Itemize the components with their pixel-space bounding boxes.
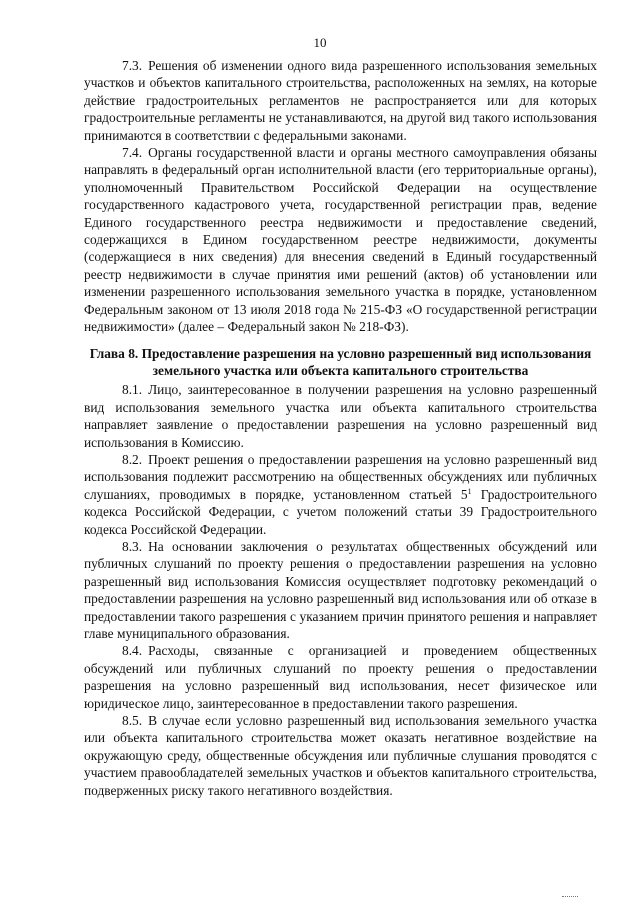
paragraph-text: В случае если условно разрешенный вид использования земельного участка или объекта капитального строительства может оказать негативное воздействие на окружающую среду, общественные обсуждения или публичные слушания проводятся с участием правообладателей земельных участков и объектов капитального строительства, подверженных риску такого негативного воздействия. xyxy=(84,713,597,798)
paragraph-number: 8.1. xyxy=(122,382,143,398)
paragraph-8-4 xyxy=(84,642,597,712)
paragraph-text: Органы государственной власти и органы местного самоуправления обязаны направлять в федеральный орган исполнительной власти (его территориальные органы), уполномоченный Правительством Российской Федерации на осуществление государственного кадастрового учета, государственной регистрации прав, ведение Единого государственного реестра недвижимости и предоставление сведений, содержащихся в Едином государственном реестре недвижимости, документы (содержащиеся в них сведения) для внесения сведений в Единый государственный реестр недвижимости в случае принятия ими решений (актов) об установлении или изменении разрешенного использования земельного участка в порядке, установленном Федеральным законом от 13 июля 2018 года № 215-ФЗ «О государственной регистрации недвижимости» (далее – Федеральный закон № 218-ФЗ). xyxy=(84,145,597,335)
paragraph-8-1 xyxy=(84,381,597,451)
paragraph-number: 8.5. xyxy=(122,713,143,729)
paragraph-text: Решения об изменении одного вида разрешенного использования земельных участков и объектов капитального строительства, расположенных на землях, на которые действие градостроительных регламентов не распространяется или для которых градостроительные регламенты не устанавливаются, на другой вид такого использования принимаются в соответствии с федеральными законами. xyxy=(84,58,597,143)
chapter-heading: Глава 8. Предоставление разрешения на условно разрешенный вид использования земельного участка или объекта капитального строительства xyxy=(89,345,592,378)
paragraph-text-continued: Градостроительного кодекса Российской Федерации, с учетом положений статьи 39 Градостроительного кодекса Российской Федерации. xyxy=(84,486,597,537)
paragraph-text: Проект решения о предоставлении разрешения на условно разрешенный вид использования подлежит рассмотрению на общественных обсуждениях или публичных слушаниях, проводимых в порядке, установленном статьей 5 xyxy=(84,451,597,502)
paragraph-number: 8.2. xyxy=(122,451,143,467)
article-superscript: 1 xyxy=(467,486,472,496)
paragraph-7-4 xyxy=(84,144,597,335)
paragraph-number: 7.4. xyxy=(122,145,143,161)
paragraph-number: 8.3. xyxy=(122,538,143,554)
paragraph-text: Расходы, связанные с организацией и проведением общественных обсуждений или публичных слушаний по проекту решения о предоставлении разрешения на условно разрешенный вид использования, несет физическое или юридическое лицо, заинтересованное в предоставлении такого разрешения. xyxy=(84,643,597,711)
paragraph-number: 7.3. xyxy=(122,58,143,73)
page-number: 10 xyxy=(313,35,327,50)
paragraph-8-2 xyxy=(84,451,597,538)
paragraph-number: 8.4. xyxy=(122,643,143,659)
document-body xyxy=(84,57,597,799)
paragraph-8-3 xyxy=(84,538,597,642)
scan-artifact xyxy=(562,896,578,899)
paragraph-7-3 xyxy=(84,57,597,144)
paragraph-text: На основании заключения о результатах общественных обсуждений или публичных слушаний по проекту решения о предоставлении разрешения на условно разрешенный вид использования Комиссия осуществляет подготовку рекомендаций о предоставлении разрешения на условно разрешенный вид использования или об отказе в предоставлении такого разрешения с указанием причин принятого решения и направляет главе муниципального образования. xyxy=(84,538,597,641)
paragraph-text: Лицо, заинтересованное в получении разрешения на условно разрешенный вид использования земельного участка или объекта капитального строительства направляет заявление о предоставлении разрешения на условно разрешенный вид использования в Комиссию. xyxy=(84,382,597,450)
paragraph-8-5 xyxy=(84,712,597,799)
